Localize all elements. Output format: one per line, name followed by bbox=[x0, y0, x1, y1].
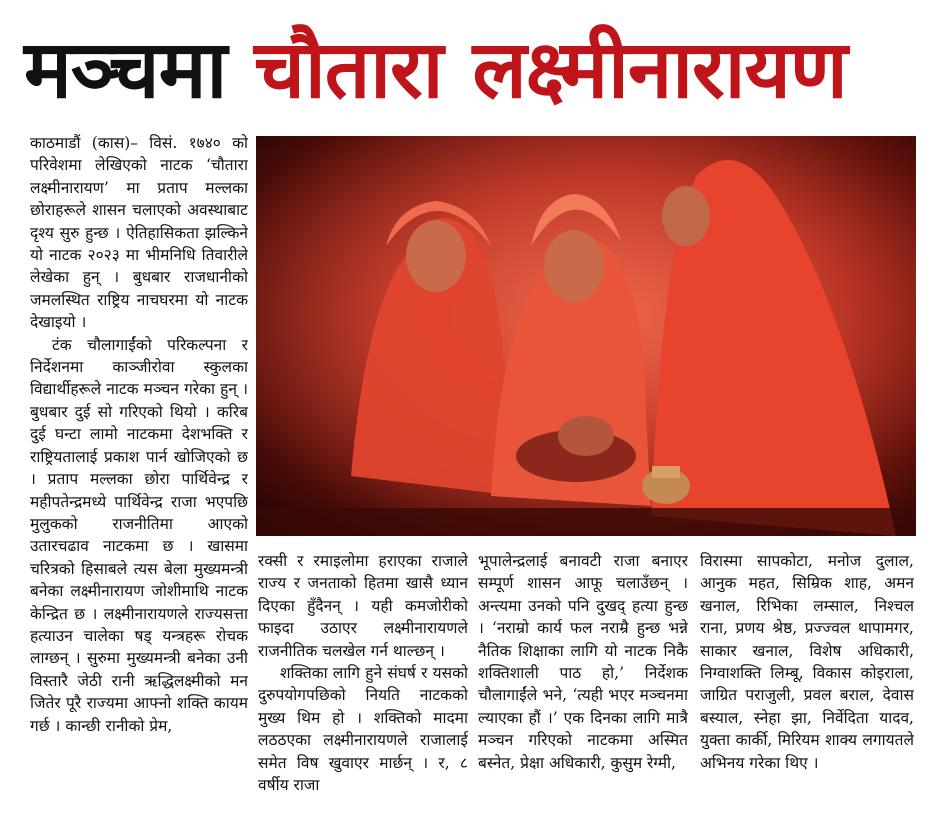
headline bbox=[24, 22, 924, 118]
headline-word-3: लक्ष्मीनारायण bbox=[472, 23, 847, 116]
article-column-3 bbox=[478, 550, 688, 822]
article-paragraph: काठमाडौं (कास)– विसं. १७४० को परिवेशमा लेखिएको नाटक ‘चौतारा लक्ष्मीनारायण’ मा प्रताप मल्लका छोराहरूले शासन चलाएको अवस्थाबाट दृश्य सुरु हुन्छ । ऐतिहासिकता झल्किने यो नाटक २०२३ मा भीमनिधि तिवारीले लेखेका हुन् । बुधबार राजधानीको जमलस्थित राष्ट्रिय नाचघरमा यो नाटक देखाइयो । bbox=[30, 134, 248, 332]
headline-word-1: मञ्चमा bbox=[24, 23, 227, 116]
article-paragraph: रक्सी र रमाइलोमा हराएका राजाले राज्य र जनताको हितमा खासै ध्यान दिएका हुँदैनन् । यही कमजोरीको फाइदा उठाएर लक्ष्मीनारायणले राजनीतिक चलखेल गर्न थाल्छन् । bbox=[258, 552, 468, 660]
article-paragraph: विरास्मा सापकोटा, मनोज दुलाल, आनुक महत, सिम्रिक शाह, अमन खनाल, रिभिका लम्साल, निश्चल राना, प्रणय श्रेष्ठ, प्रज्ज्वल थापामगर, साकार खनाल, विशेष अधिकारी, निग्वाशक्ति लिम्बू, विकास कोइराला, जाग्रित पराजुली, प्रवल बराल, देवास बस्याल, स्नेहा झा, निर्वेदिता यादव, युक्ता कार्की, मिरियम शाक्य लगायतले अभिनय गरेका थिए । bbox=[700, 552, 914, 772]
article-column-4 bbox=[700, 550, 914, 822]
article-paragraph: टंक चौलागाईंको परिकल्पना र निर्देशनमा काञ्जीरोवा स्कुलका विद्यार्थीहरूले नाटक मञ्चन गरेका हुन् । बुधबार दुई सो गरिएको थियो । करिब दुई घन्टा लामो नाटकमा देशभक्ति र राष्ट्रियतालाई प्रकाश पार्न खोजिएको छ । प्रताप मल्लका छोरा पार्थिवेन्द्र र महीपतेन्द्रमध्ये पार्थिवेन्द्र राजा भएपछि मुलुकको राजनीतिमा आएको उतारचढाव नाटकमा छ । खासमा चरित्रको हिसाबले त्यस बेला मुख्यमन्त्री बनेका लक्ष्मीनारायण जोशीमाथि नाटक केन्द्रित छ । लक्ष्मीनारायणले राज्यसत्ता हत्याउन चालेका षड् यन्त्रहरू रोचक लाग्छन् । सुरुमा मुख्यमन्त्री बनेका उनी विस्तारै जेठी रानी ऋद्धिलक्ष्मीको मन जितेर पूरै राज्यमा आफ्नो शक्ति कायम गर्छ । कान्छी रानीको प्रेम, bbox=[30, 335, 248, 735]
article-paragraph: भूपालेन्द्रलाई बनावटी राजा बनाएर सम्पूर्ण शासन आफू चलाउँछन् । अन्त्यमा उनको पनि दुखद् हत्या हुन्छ । ‘नराम्रो कार्य फल नराम्रै हुन्छ भन्ने नैतिक शिक्षाका लागि यो नाटक निकै शक्तिशाली पाठ हो,’ निर्देशक चौलागाईंले भने, ‘त्यही भएर मञ्चनमा ल्याएका हौं ।’ एक दिनका लागि मात्रै मञ्चन गरिएको नाटकमा अस्मित बस्नेत, प्रेक्षा अधिकारी, कुसुम रेग्मी, bbox=[478, 552, 688, 772]
article-column-1 bbox=[30, 132, 248, 822]
stage-photo-illustration bbox=[256, 136, 916, 536]
stage-photo bbox=[256, 136, 916, 536]
article-paragraph: शक्तिका लागि हुने संघर्ष र यसको दुरुपयोगपछिको नियति नाटकको मुख्य थिम हो । शक्तिको मादमा लठठएका लक्ष्मीनारायणले राजालाई समेत विष खुवाएर मार्छन् । र, ८ वर्षीय राजा bbox=[258, 664, 468, 795]
headline-word-2: चौतारा bbox=[254, 23, 443, 116]
article-column-2 bbox=[258, 550, 468, 822]
